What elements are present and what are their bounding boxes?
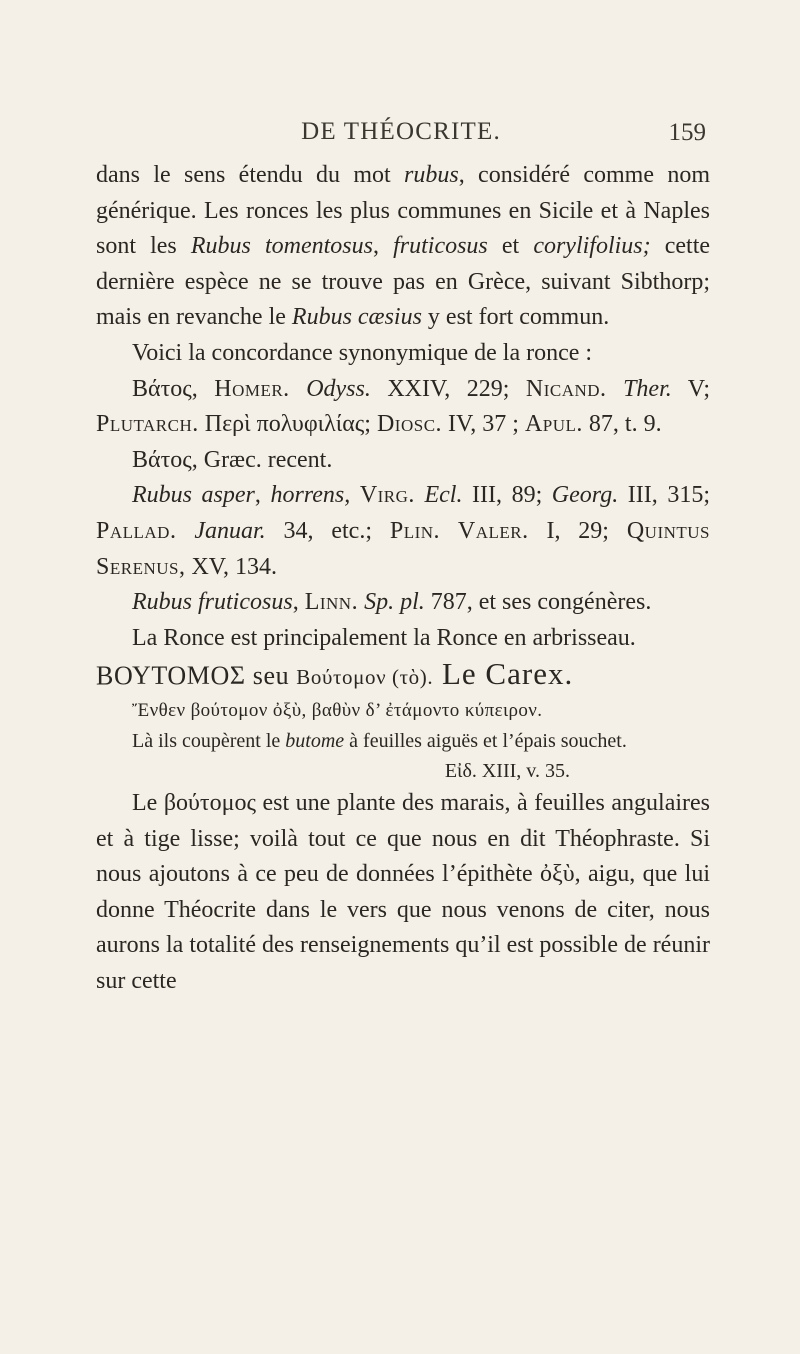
synonym-entry-rubus-fruticosus bbox=[96, 585, 710, 621]
author-name: Plin. bbox=[389, 517, 441, 544]
author-name: Plutarch. bbox=[96, 411, 199, 438]
author-name: Nicand. bbox=[525, 375, 607, 402]
text-run: 34, etc.; bbox=[265, 517, 390, 544]
text-run: seu bbox=[245, 661, 297, 691]
text-run-italic: Rubus cæsius bbox=[291, 304, 422, 331]
text-run-italic: corylifolius; bbox=[533, 233, 651, 260]
work-title: Januar. bbox=[194, 517, 266, 544]
text-run: 87, t. 9. bbox=[582, 411, 662, 438]
text-run: III, 89; bbox=[462, 482, 552, 509]
text-run: , bbox=[372, 233, 394, 260]
text-run bbox=[607, 376, 624, 402]
running-head: DE THÉOCRITE. bbox=[301, 118, 501, 145]
synonym-entry-batos bbox=[96, 372, 710, 443]
heading-greek-caps: ΒΟΥΤΟΜΟΣ bbox=[96, 661, 246, 691]
text-run: , bbox=[254, 482, 271, 509]
text-run: , considéré comme nom générique. Les ronces les plus communes en Sicile et à Naples sont les bbox=[96, 162, 710, 260]
text-run bbox=[290, 376, 307, 402]
synonym-entry-rubus-asper bbox=[96, 478, 710, 585]
taxon-name: Rubus fruticosus bbox=[132, 589, 293, 616]
author-name: Homer. bbox=[214, 375, 290, 402]
text-run: Βάτος, bbox=[132, 375, 215, 402]
text-run: à feuilles aiguës et l’épais souchet. bbox=[344, 729, 627, 752]
taxon-name: Rubus asper bbox=[132, 482, 255, 509]
synonym-entry-greek-recent: Βάτος, Græc. recent. bbox=[132, 446, 333, 473]
work-title: Sp. pl. bbox=[364, 589, 425, 616]
text-run bbox=[350, 482, 360, 508]
author-name: Quintus Serenus, bbox=[96, 517, 711, 580]
quote-french-translation bbox=[96, 726, 710, 756]
paragraph-rubus-species bbox=[96, 158, 710, 336]
work-title: Odyss. bbox=[306, 375, 371, 402]
page-header bbox=[96, 118, 706, 152]
text-run: XV, 134. bbox=[185, 553, 278, 580]
section-heading-boutomos bbox=[96, 656, 710, 696]
text-run: XXIV, 229; bbox=[370, 375, 526, 402]
author-name: Virg. bbox=[359, 482, 415, 509]
text-run: I, 29; bbox=[528, 517, 627, 544]
text-run-italic: Rubus tomentosus bbox=[190, 233, 373, 260]
text-run bbox=[440, 518, 458, 544]
text-run: 787, et ses congénères. bbox=[424, 589, 652, 616]
taxon-name: horrens, bbox=[270, 482, 351, 509]
text-run-italic: rubus bbox=[404, 162, 459, 188]
work-title: Ecl. bbox=[424, 482, 463, 509]
paragraph-boutomos-description: Le βούτομος est une plante des marais, à feuilles angulaires et à tige lisse; voilà tout ce que nous en dit Théophraste. Si nous ajoutons à ce peu de données l’épithète ὀξὺ, aigu, que lui donne Théocrite dans le vers que nous venons de citer, nous aurons la totalité des renseignements qu’il est possible de réunir sur cette bbox=[96, 789, 710, 994]
text-run bbox=[176, 518, 194, 544]
author-name: Valer. bbox=[457, 517, 529, 544]
text-run: , bbox=[292, 589, 305, 616]
work-title: Ther. bbox=[623, 375, 672, 402]
text-run: Là ils coupèrent le bbox=[132, 729, 286, 752]
paragraph-ronce-summary: La Ronce est principalement la Ronce en arbrisseau. bbox=[132, 624, 636, 651]
text-run: Περὶ πολυφιλίας; bbox=[198, 411, 377, 438]
heading-french: Le Carex. bbox=[433, 656, 574, 692]
text-run: V; bbox=[671, 375, 711, 402]
page-number: 159 bbox=[668, 119, 706, 146]
author-name: Apul. bbox=[524, 411, 583, 438]
text-run: dans le sens étendu du mot bbox=[96, 162, 405, 188]
work-title: Georg. bbox=[551, 482, 619, 509]
text-run-italic: butome bbox=[285, 729, 345, 752]
text-run-italic: fruticosus bbox=[393, 233, 488, 260]
text-run: y est fort commun. bbox=[421, 304, 610, 331]
author-name: Pallad. bbox=[96, 517, 177, 544]
page-body bbox=[96, 158, 710, 999]
text-run: III, 315; bbox=[618, 482, 710, 509]
author-name: Diosc. bbox=[376, 411, 443, 438]
text-run: IV, 37 ; bbox=[442, 411, 525, 438]
heading-greek: Βούτομον (τὸ). bbox=[296, 665, 434, 690]
author-name: Linn. bbox=[304, 589, 359, 616]
paragraph-concordance-intro: Voici la concordance synonymique de la ronce : bbox=[132, 339, 593, 366]
text-run: et bbox=[487, 233, 534, 260]
quote-greek-verse: Ἔνθεν βούτομον ὀξὺ, βαθὺν δ’ ἐτάμοντο κύπειρον. bbox=[132, 699, 543, 721]
text-run: cette dernière espèce ne se trouve pas en Grèce, suivant Sibthorp; mais en revanche le bbox=[96, 233, 711, 331]
quote-reference: Εἰδ. XIII, v. 35. bbox=[444, 759, 570, 782]
